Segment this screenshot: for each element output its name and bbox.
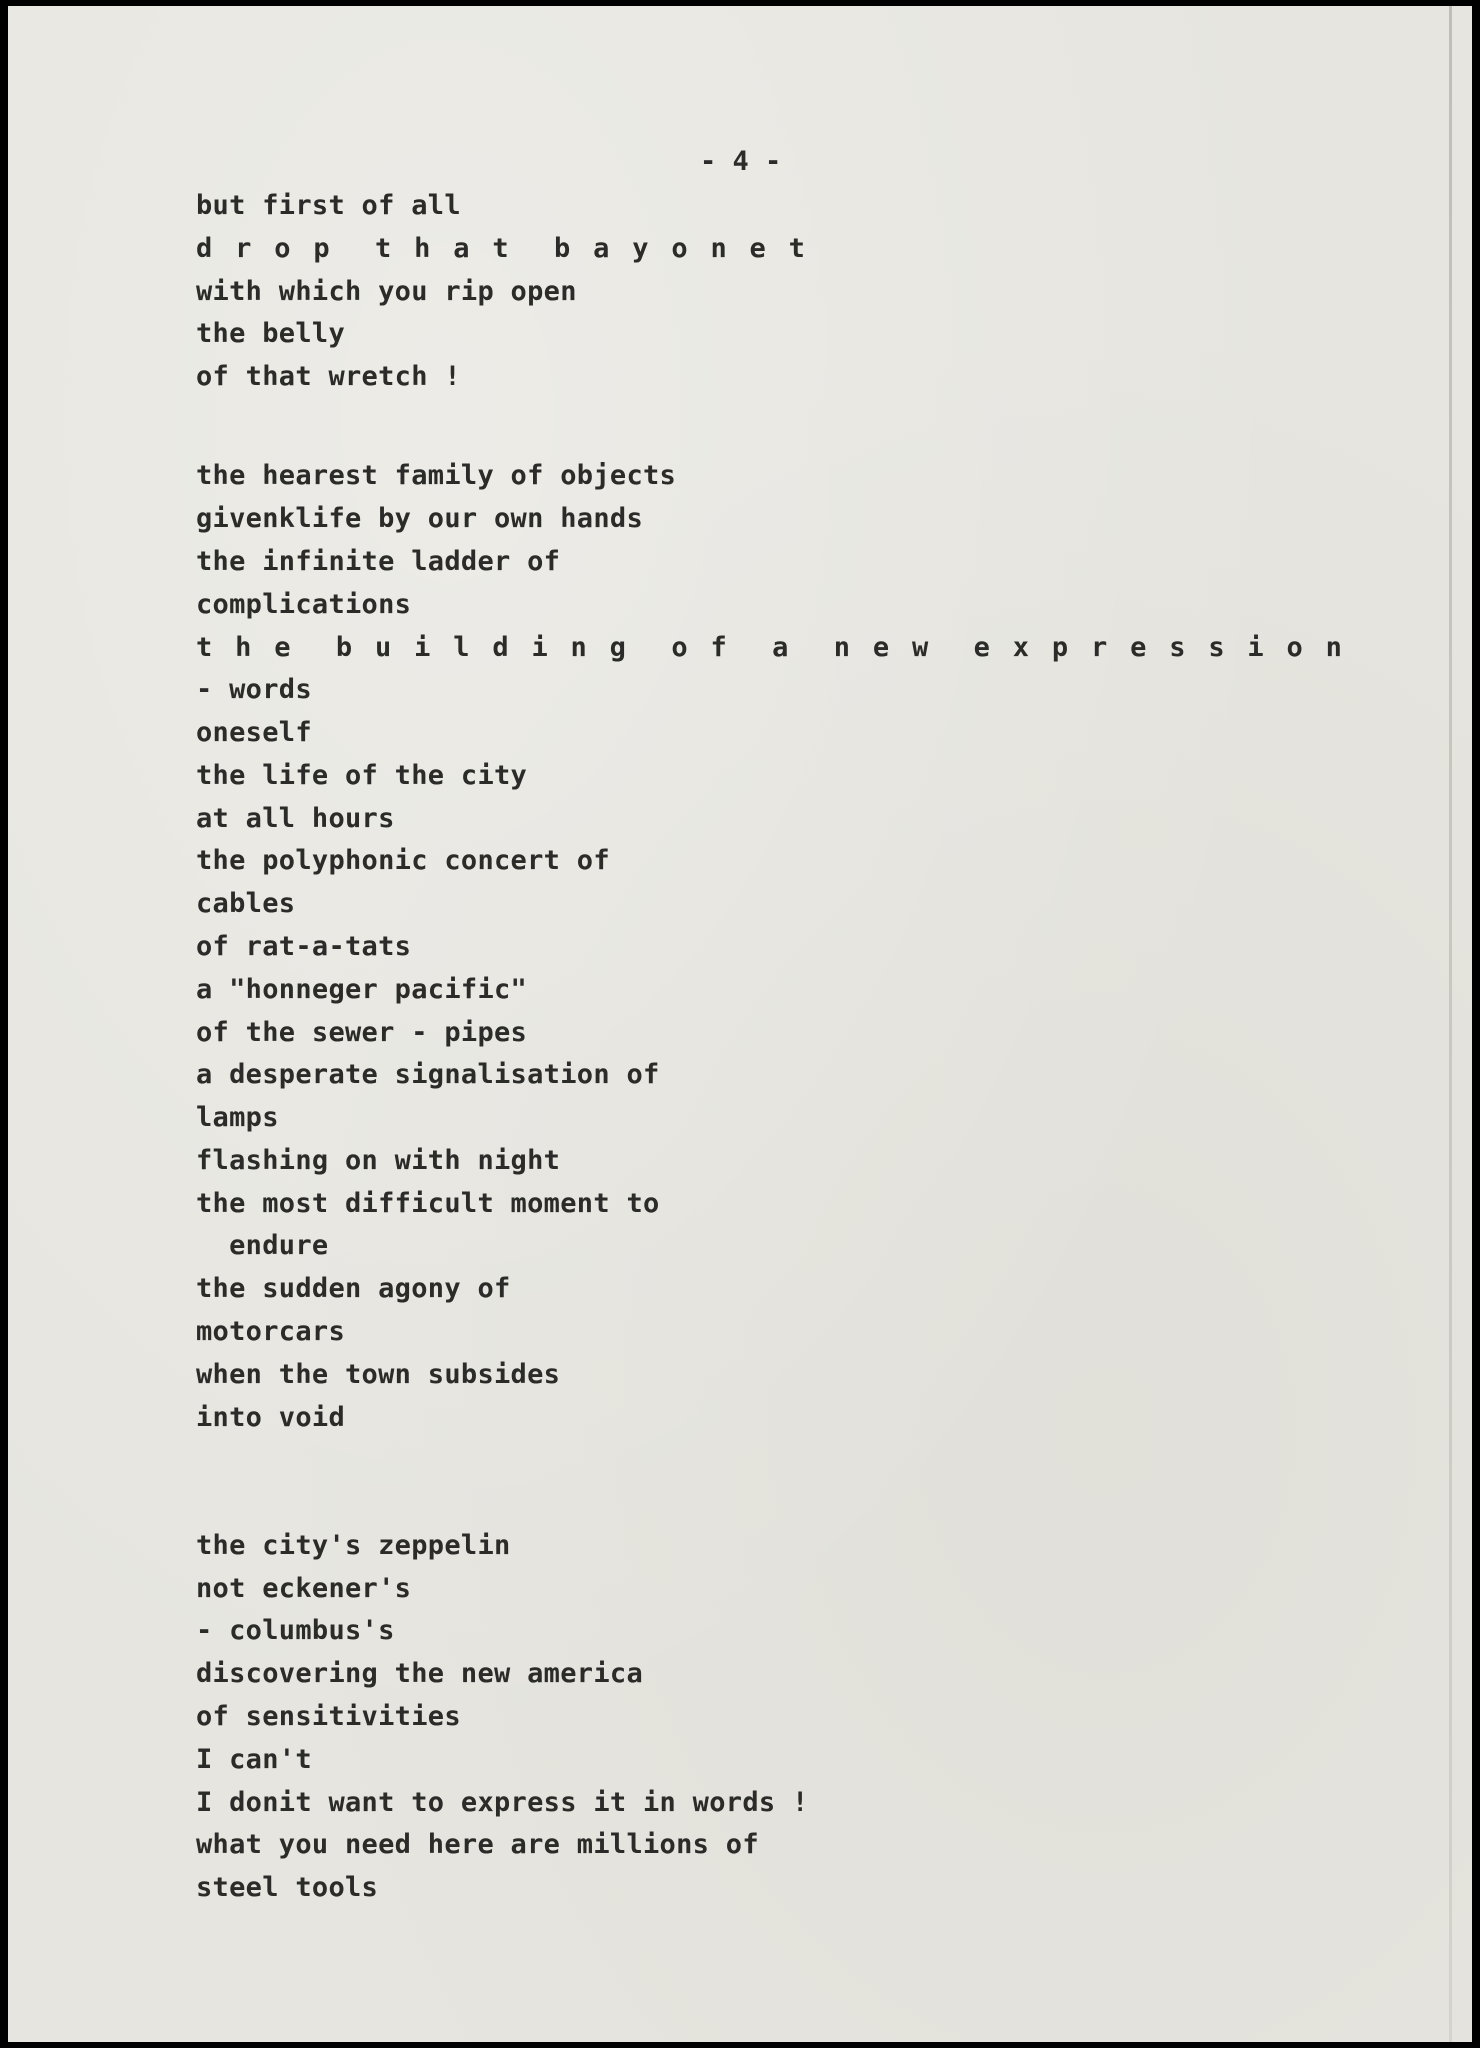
text-line: the hearest family of objects bbox=[196, 460, 677, 491]
text-line: - words bbox=[196, 674, 312, 705]
page-edge-shadow bbox=[1449, 6, 1452, 2042]
text-line: not eckener's bbox=[196, 1573, 412, 1604]
text-line: steel tools bbox=[196, 1872, 379, 1903]
text-line: d r o p t h a t b a y o n e t bbox=[196, 233, 806, 264]
page-number: - 4 - bbox=[700, 146, 782, 177]
text-line: complications bbox=[196, 589, 412, 620]
text-line: I donit want to express it in words ! bbox=[196, 1787, 809, 1818]
text-line: of sensitivities bbox=[196, 1701, 461, 1732]
text-line: a desperate signalisation of bbox=[196, 1059, 660, 1090]
text-line: a "honneger pacific" bbox=[196, 974, 528, 1005]
text-line: oneself bbox=[196, 717, 312, 748]
text-line: but first of all bbox=[196, 190, 461, 221]
text-line: what you need here are millions of bbox=[196, 1829, 759, 1860]
text-line: flashing on with night bbox=[196, 1145, 561, 1176]
text-line: the city's zeppelin bbox=[196, 1530, 511, 1561]
text-line: givenklife by our own hands bbox=[196, 503, 643, 534]
text-line: of that wretch ! bbox=[196, 361, 461, 392]
text-line: of the sewer - pipes bbox=[196, 1017, 528, 1048]
text-line: discovering the new america bbox=[196, 1658, 643, 1689]
text-line: with which you rip open bbox=[196, 276, 577, 307]
text-line: of rat-a-tats bbox=[196, 931, 412, 962]
text-line: the infinite ladder of bbox=[196, 546, 561, 577]
text-line: lamps bbox=[196, 1102, 279, 1133]
text-line: the life of the city bbox=[196, 760, 528, 791]
text-line: the polyphonic concert of bbox=[196, 845, 610, 876]
text-line: at all hours bbox=[196, 803, 395, 834]
text-line: t h e b u i l d i n g o f a n e w e x p r e s s i o n bbox=[196, 632, 1343, 663]
text-line: the belly bbox=[196, 318, 345, 349]
text-line: - columbus's bbox=[196, 1615, 395, 1646]
text-line: cables bbox=[196, 888, 296, 919]
text-line: endure bbox=[196, 1230, 329, 1261]
text-line: into void bbox=[196, 1402, 345, 1433]
text-line: the sudden agony of bbox=[196, 1273, 511, 1304]
text-line: when the town subsides bbox=[196, 1359, 561, 1390]
typewritten-page bbox=[8, 6, 1472, 2042]
text-line: motorcars bbox=[196, 1316, 345, 1347]
text-line: the most difficult moment to bbox=[196, 1188, 660, 1219]
text-line: I can't bbox=[196, 1744, 312, 1775]
